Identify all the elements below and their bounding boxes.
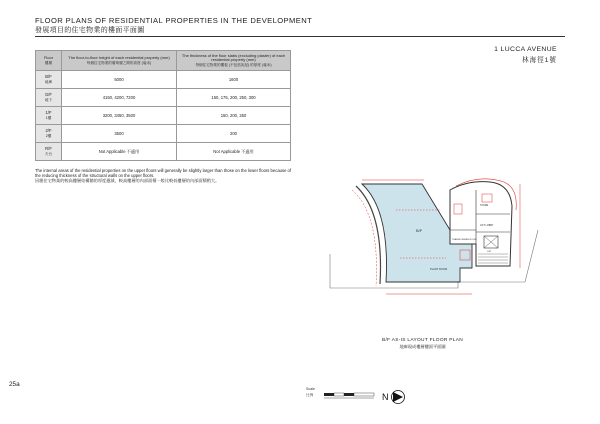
caption-zh: 地庫現成樓層樓面平面圖 xyxy=(399,344,446,349)
thickness-cell: 200 xyxy=(177,125,291,143)
floor-zh: 1樓 xyxy=(45,115,52,120)
notes-zh: 因應住宅物業的較高樓層結構牆的厚度遞減，較高樓層的內部面積一般比較低樓層的內部面積稍大。 xyxy=(35,178,220,183)
floor-cell xyxy=(36,89,62,107)
header-floor-height xyxy=(62,51,177,71)
header-slab-thickness xyxy=(177,51,291,71)
room-label-store: STORE xyxy=(480,204,489,207)
floor-zh: 天台 xyxy=(44,151,53,156)
building-name-en: 1 LUCCA AVENUE xyxy=(494,46,557,53)
title-divider xyxy=(35,36,565,37)
notes-en: The internal areas of the residential properties on the upper floors will generally be slightly larger than those on the lower floors because of the reducing thickness of the structural walls on the upper floors. xyxy=(35,168,292,178)
room-label-lift: LIFT xyxy=(487,251,492,253)
building-name-zh: 林海徑1號 xyxy=(521,57,557,64)
north-pointer-icon xyxy=(393,392,403,402)
table-header-row xyxy=(36,51,291,71)
floor-zh: 地庫 xyxy=(44,79,53,84)
height-cell: Not Applicable 不適用 xyxy=(62,143,177,161)
header-thickness-zh: 每個住宅物業的樓板 (不包括灰泥) 的厚度 (毫米) xyxy=(195,62,272,67)
floor-cell xyxy=(36,71,62,89)
floor-en: G/F xyxy=(45,91,52,97)
scale-bar-graphic xyxy=(324,389,376,403)
thickness-cell: Not Applicable 不適用 xyxy=(177,143,291,161)
height-cell: 3500 xyxy=(62,125,177,143)
room-label-plant: PLANT ROOM xyxy=(430,268,448,271)
scale-label: Scale xyxy=(306,387,315,391)
header-height-en: The floor-to-floor height of each residential property (mm) xyxy=(68,54,170,60)
page-number: 25a xyxy=(9,381,20,388)
floor-en: 2/F xyxy=(45,127,52,133)
floor-en: R/F xyxy=(45,145,52,151)
room-label-transformer: TRANSFORMER ROOM xyxy=(452,239,477,241)
floor-height-table xyxy=(35,50,291,161)
dimension-line-west xyxy=(352,190,377,286)
floor-cell xyxy=(36,143,62,161)
header-thickness-en: The thickness of the floor slabs (excluding plaster) of each residential property (mm) xyxy=(181,52,286,63)
floor-zh: 2樓 xyxy=(45,133,52,138)
page-title: FLOOR PLANS OF RESIDENTIAL PROPERTIES IN THE DEVELOPMENT xyxy=(35,16,313,25)
north-arrow xyxy=(381,387,407,407)
page-title-chinese: 發展項目的住宅物業的樓面平面圖 xyxy=(35,27,145,34)
height-cell: 3200, 3450, 3500 xyxy=(62,107,177,125)
header-floor-en: Floor xyxy=(43,54,54,60)
floor-en: B/F xyxy=(45,73,52,79)
header-floor xyxy=(36,51,62,71)
table-row xyxy=(36,125,291,143)
scale-segment xyxy=(334,393,344,396)
thickness-cell: 1600 xyxy=(177,71,291,89)
room-label-lobby: LIFT LOBBY xyxy=(480,224,494,227)
caption-en: B/F AS-IS LAYOUT FLOOR PLAN xyxy=(382,338,463,343)
floor-cell xyxy=(36,107,62,125)
floor-notes xyxy=(35,168,293,183)
floor-plan-caption xyxy=(300,338,545,350)
building-name xyxy=(494,46,557,64)
scale-segment xyxy=(354,393,374,396)
floor-zh: 地下 xyxy=(44,97,53,102)
header-floor-zh: 樓層 xyxy=(44,60,53,65)
floor-en: 1/F xyxy=(45,109,52,115)
height-cell: 4150, 4200, 7200 xyxy=(62,89,177,107)
floor-cell xyxy=(36,125,62,143)
table-row xyxy=(36,71,291,89)
thickness-cell: 150, 175, 200, 250, 300 xyxy=(177,89,291,107)
table-row xyxy=(36,143,291,161)
room-label-bf: B/F xyxy=(416,228,423,233)
scale-label-zh: 比例 xyxy=(306,393,314,397)
table-row xyxy=(36,89,291,107)
scale-bar xyxy=(306,387,378,407)
floor-plan-drawing xyxy=(300,170,545,305)
header-height-zh: 每個住宅物業的層與層之間的高度 (毫米) xyxy=(86,60,152,65)
table-row xyxy=(36,107,291,125)
thickness-cell: 150, 200, 250 xyxy=(177,107,291,125)
north-label: N xyxy=(382,392,389,402)
scale-segment xyxy=(324,393,334,396)
scale-segment xyxy=(344,393,354,396)
height-cell: 5000 xyxy=(62,71,177,89)
